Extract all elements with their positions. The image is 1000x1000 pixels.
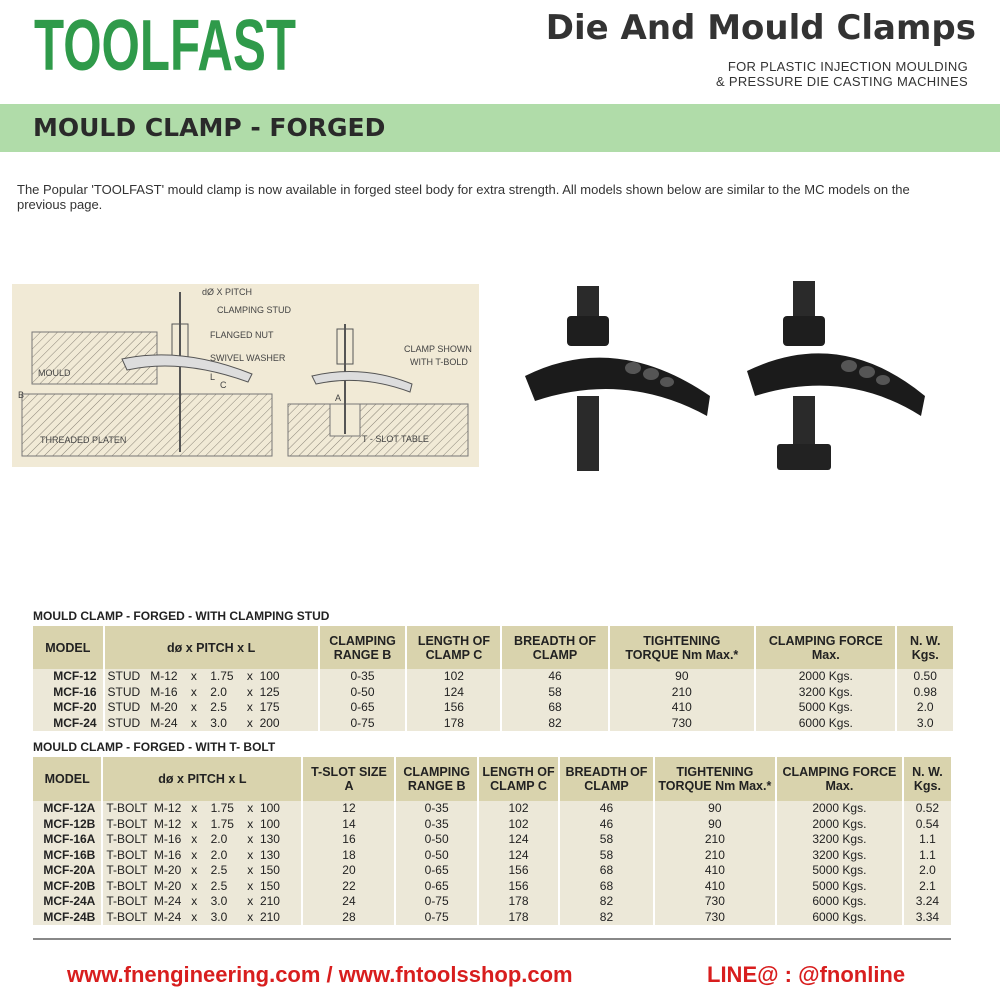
footer-divider	[33, 938, 951, 940]
table-cell: T-BOLT M-12 x 1.75 x 100	[102, 817, 302, 833]
table-cell: 210	[654, 832, 776, 848]
subtitle-line-2: & PRESSURE DIE CASTING MACHINES	[715, 74, 968, 89]
table-cell: MCF-24B	[33, 910, 102, 926]
subtitle-line-1: FOR PLASTIC INJECTION MOULDING	[727, 59, 968, 74]
col-header: dø x PITCH x L	[104, 626, 319, 669]
table-cell: 5000 Kgs.	[755, 700, 896, 716]
table-cell: MCF-16B	[33, 848, 102, 864]
table-cell: 730	[654, 894, 776, 910]
table-cell: 0-50	[319, 685, 407, 701]
svg-text:L: L	[210, 372, 216, 382]
col-header: BREADTH OF CLAMP	[501, 626, 608, 669]
table-cell: 0-75	[395, 910, 477, 926]
table-cell: 3200 Kgs.	[755, 685, 896, 701]
table-cell: 2000 Kgs.	[776, 817, 903, 833]
table-cell: 3200 Kgs.	[776, 832, 903, 848]
table-cell: 90	[609, 669, 756, 685]
table-cell: 0-65	[395, 879, 477, 895]
table-cell: MCF-20A	[33, 863, 102, 879]
table-cell: 124	[478, 848, 559, 864]
table-cell: 2000 Kgs.	[755, 669, 896, 685]
svg-text:B: B	[18, 390, 25, 400]
table-cell: T-BOLT M-20 x 2.5 x 150	[102, 863, 302, 879]
table-cell: 410	[654, 879, 776, 895]
clamp-diagram	[12, 284, 479, 467]
table-cell: 20	[302, 863, 395, 879]
table-cell: 82	[559, 910, 654, 926]
svg-text:T - SLOT TABLE: T - SLOT TABLE	[362, 434, 429, 444]
table-cell: 1.1	[903, 832, 951, 848]
page-subtitle	[716, 59, 968, 89]
table-cell: 68	[501, 700, 608, 716]
platen-block	[22, 394, 272, 456]
col-header: dø x PITCH x L	[102, 757, 302, 801]
section-title: MOULD CLAMP - FORGED	[33, 113, 386, 142]
table-cell: 58	[501, 685, 608, 701]
table2-title: MOULD CLAMP - FORGED - WITH T- BOLT	[33, 740, 276, 754]
table-cell: 46	[559, 801, 654, 817]
table-cell: MCF-16A	[33, 832, 102, 848]
intro-text: The Popular 'TOOLFAST' mould clamp is now available in forged steel body for extra strength. All models shown below are similar to the MC models on the previous page.	[17, 182, 910, 212]
table-cell: 22	[302, 879, 395, 895]
table-cell: STUD M-16 x 2.0 x 125	[104, 685, 319, 701]
table-row	[33, 832, 951, 848]
col-header: CLAMPING FORCE Max.	[755, 626, 896, 669]
col-header: CLAMPING FORCE Max.	[776, 757, 903, 801]
table-cell: MCF-12B	[33, 817, 102, 833]
footer-websites[interactable]: www.fnengineering.com / www.fntoolsshop.com	[67, 962, 573, 987]
table-cell: 410	[654, 863, 776, 879]
table-cell: MCF-16	[33, 685, 104, 701]
table-cell: 210	[654, 848, 776, 864]
svg-text:FLANGED NUT: FLANGED NUT	[210, 330, 274, 340]
table-cell: 0-35	[395, 817, 477, 833]
table-cell: 156	[478, 863, 559, 879]
col-header: MODEL	[33, 626, 104, 669]
table-cell: 3200 Kgs.	[776, 848, 903, 864]
table-cell: 0-75	[319, 716, 407, 732]
flanged-nut	[567, 316, 609, 346]
tslot-table-block	[288, 404, 468, 456]
clamp-with-tbolt-photo	[745, 276, 950, 476]
table-cell: 46	[559, 817, 654, 833]
clamp-with-stud-photo	[515, 276, 720, 476]
table-cell: 0-35	[319, 669, 407, 685]
col-header: MODEL	[33, 757, 102, 801]
table-cell: 46	[501, 669, 608, 685]
table-cell: 102	[478, 801, 559, 817]
svg-text:WITH T-BOLD: WITH T-BOLD	[410, 357, 468, 367]
table-cell: MCF-20	[33, 700, 104, 716]
table-row	[33, 669, 953, 685]
table-cell: 16	[302, 832, 395, 848]
logo-text: TOOLFAST	[34, 6, 297, 86]
col-header: TIGHTENING TORQUE Nm Max.*	[654, 757, 776, 801]
table-row	[33, 716, 953, 732]
table-cell: 124	[478, 832, 559, 848]
table-cell: 14	[302, 817, 395, 833]
table-cell: 124	[406, 685, 501, 701]
table-cell: T-BOLT M-16 x 2.0 x 130	[102, 848, 302, 864]
table-cell: 0.52	[903, 801, 951, 817]
col-header: BREADTH OF CLAMP	[559, 757, 654, 801]
table-cell: 3.34	[903, 910, 951, 926]
table-cell: 82	[501, 716, 608, 732]
table-cell: 24	[302, 894, 395, 910]
table-cell: 3.0	[896, 716, 953, 732]
table-cell: STUD M-12 x 1.75 x 100	[104, 669, 319, 685]
table-cell: 0.54	[903, 817, 951, 833]
col-header: LENGTH OF CLAMP C	[406, 626, 501, 669]
table-cell: MCF-24A	[33, 894, 102, 910]
toolfast-logo	[34, 6, 299, 86]
table-cell: 5000 Kgs.	[776, 879, 903, 895]
table-cell: MCF-12	[33, 669, 104, 685]
table-cell: 3.24	[903, 894, 951, 910]
table-row	[33, 700, 953, 716]
table-cell: STUD M-20 x 2.5 x 175	[104, 700, 319, 716]
table-cell: 2000 Kgs.	[776, 801, 903, 817]
table-cell: MCF-20B	[33, 879, 102, 895]
table-cell: MCF-24	[33, 716, 104, 732]
table-cell: 410	[609, 700, 756, 716]
svg-text:C: C	[220, 380, 227, 390]
table-cell: T-BOLT M-16 x 2.0 x 130	[102, 832, 302, 848]
table-cell: 90	[654, 817, 776, 833]
table-cell: 0-65	[319, 700, 407, 716]
table-row	[33, 685, 953, 701]
table-cell: T-BOLT M-24 x 3.0 x 210	[102, 894, 302, 910]
table-cell: 58	[559, 832, 654, 848]
svg-text:MOULD: MOULD	[38, 368, 71, 378]
table-cell: 2.0	[896, 700, 953, 716]
stud-spec-table	[33, 626, 953, 731]
stud-lower	[577, 396, 599, 471]
table-cell: 102	[406, 669, 501, 685]
svg-text:CLAMPING STUD: CLAMPING STUD	[217, 305, 292, 315]
t-bolt-head	[777, 444, 831, 470]
table-cell: 730	[609, 716, 756, 732]
table-cell: 68	[559, 863, 654, 879]
table-cell: 0.50	[896, 669, 953, 685]
table-cell: 82	[559, 894, 654, 910]
table-row	[33, 848, 951, 864]
footer-line-id: LINE@ : @fnonline	[707, 962, 906, 987]
svg-text:CLAMP SHOWN: CLAMP SHOWN	[404, 344, 472, 354]
svg-text:A: A	[335, 393, 342, 403]
table-row	[33, 879, 951, 895]
table-cell: 6000 Kgs.	[776, 894, 903, 910]
table-cell: 210	[609, 685, 756, 701]
col-header: TIGHTENING TORQUE Nm Max.*	[609, 626, 756, 669]
col-header: CLAMPING RANGE B	[319, 626, 407, 669]
table-cell: 156	[406, 700, 501, 716]
table-cell: 5000 Kgs.	[776, 863, 903, 879]
col-header: T-SLOT SIZE A	[302, 757, 395, 801]
table-row	[33, 801, 951, 817]
table-cell: 6000 Kgs.	[776, 910, 903, 926]
col-header: N. W. Kgs.	[896, 626, 953, 669]
table-cell: 178	[478, 910, 559, 926]
table-cell: 0-50	[395, 848, 477, 864]
table-cell: MCF-12A	[33, 801, 102, 817]
table-cell: 6000 Kgs.	[755, 716, 896, 732]
table-cell: T-BOLT M-12 x 1.75 x 100	[102, 801, 302, 817]
table-cell: 90	[654, 801, 776, 817]
col-header: N. W. Kgs.	[903, 757, 951, 801]
table-cell: 0-50	[395, 832, 477, 848]
col-header: LENGTH OF CLAMP C	[478, 757, 559, 801]
tbolt-spec-table	[33, 757, 951, 925]
table-cell: 0-75	[395, 894, 477, 910]
table-row	[33, 817, 951, 833]
table-cell: 178	[406, 716, 501, 732]
table-cell: 2.1	[903, 879, 951, 895]
table-cell: T-BOLT M-24 x 3.0 x 210	[102, 910, 302, 926]
table-cell: 0-65	[395, 863, 477, 879]
table-cell: T-BOLT M-20 x 2.5 x 150	[102, 879, 302, 895]
table-cell: 28	[302, 910, 395, 926]
table-cell: 102	[478, 817, 559, 833]
table-row	[33, 863, 951, 879]
table-row	[33, 910, 951, 926]
table-cell: 12	[302, 801, 395, 817]
table-cell: 18	[302, 848, 395, 864]
table-cell: 1.1	[903, 848, 951, 864]
svg-text:THREADED PLATEN: THREADED PLATEN	[40, 435, 127, 445]
table-cell: 730	[654, 910, 776, 926]
table1-title: MOULD CLAMP - FORGED - WITH CLAMPING STUD	[33, 609, 330, 623]
table-row	[33, 894, 951, 910]
table-cell: 178	[478, 894, 559, 910]
svg-text:SWIVEL WASHER: SWIVEL WASHER	[210, 353, 286, 363]
table-cell: 58	[559, 848, 654, 864]
table-cell: 0.98	[896, 685, 953, 701]
table-cell: 68	[559, 879, 654, 895]
table-cell: 156	[478, 879, 559, 895]
page-title: Die And Mould Clamps	[545, 8, 976, 48]
table-cell: 0-35	[395, 801, 477, 817]
col-header: CLAMPING RANGE B	[395, 757, 477, 801]
table-cell: STUD M-24 x 3.0 x 200	[104, 716, 319, 732]
table-cell: 2.0	[903, 863, 951, 879]
svg-text:dØ X PITCH: dØ X PITCH	[202, 287, 253, 297]
